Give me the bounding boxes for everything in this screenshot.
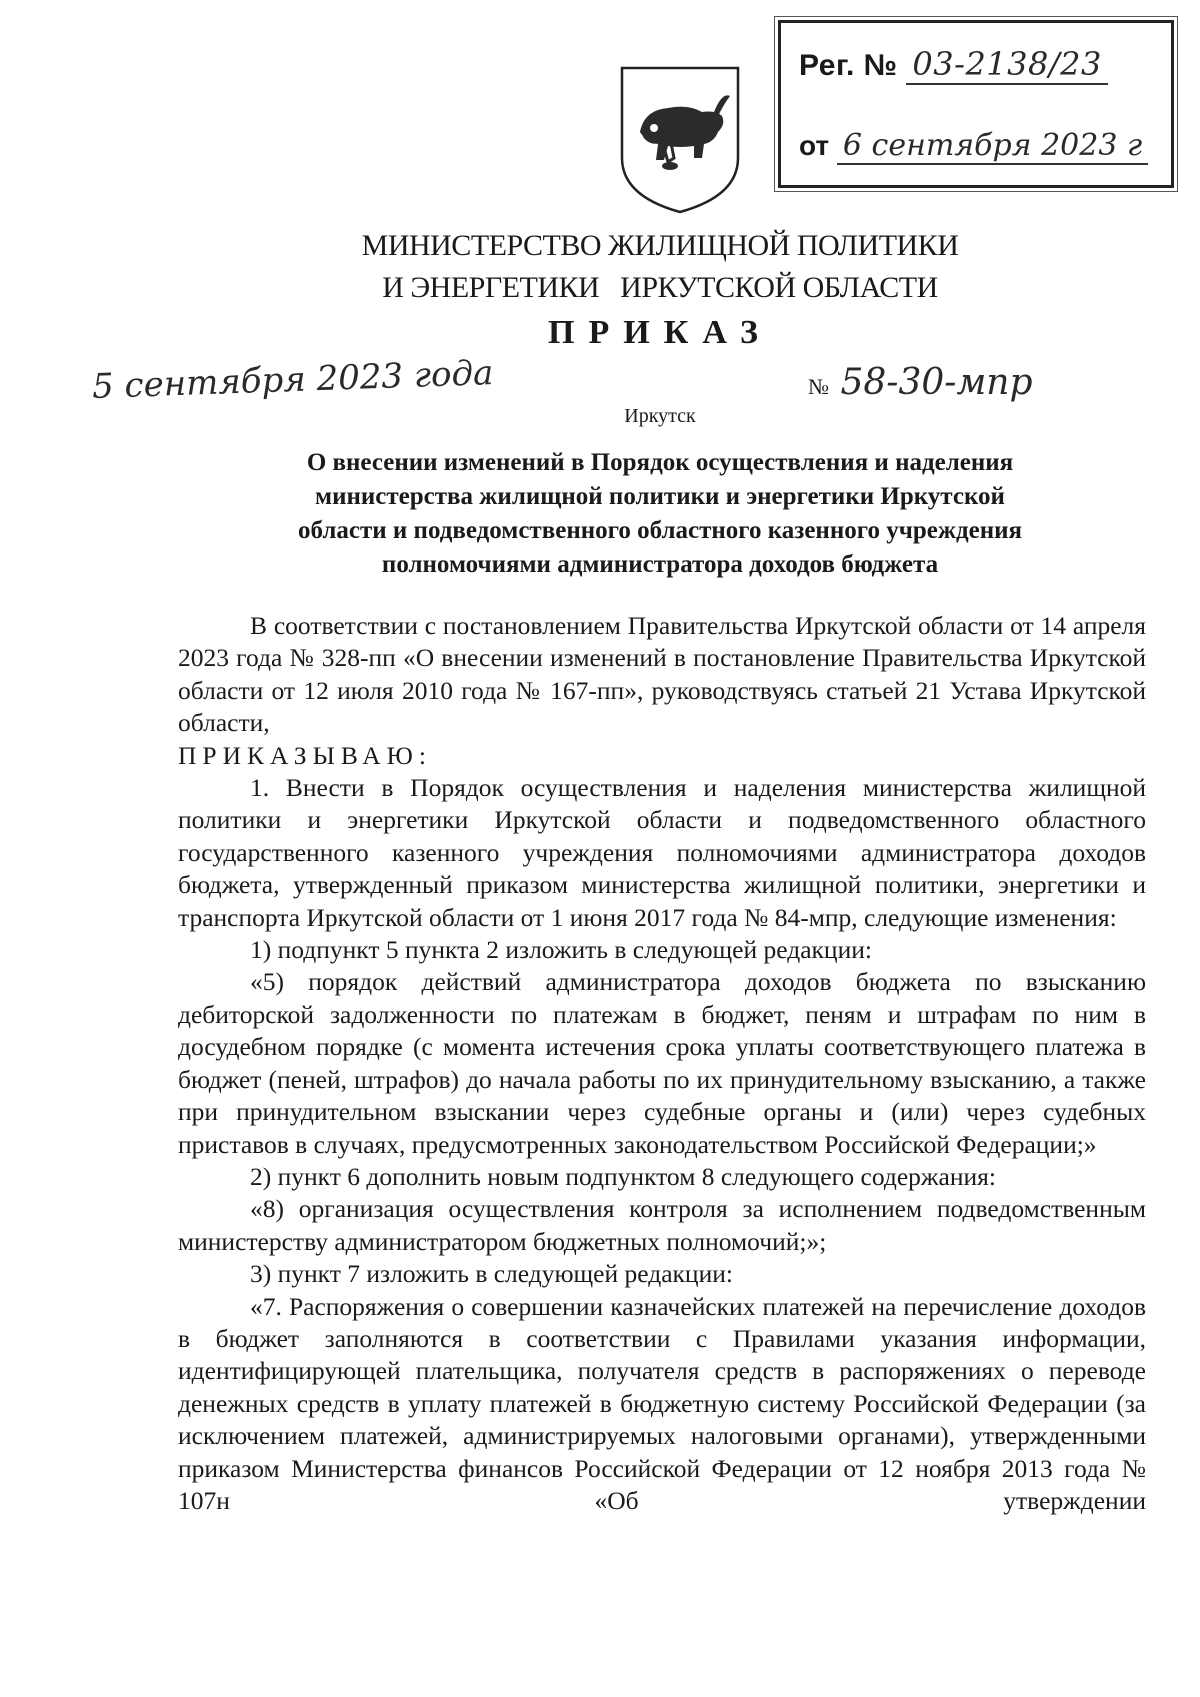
body-paragraph-subitem2-text: «8) организация осуществления контроля за исполнением подведомственным министерству администратором бюджетных полномочий;»; xyxy=(178,1194,1146,1256)
body-paragraph-subitem3: 3) пункт 7 изложить в следующей редакции: xyxy=(250,1259,733,1289)
order-heading xyxy=(178,446,1142,582)
decree-word: ПРИКАЗЫВАЮ: xyxy=(178,740,432,770)
body-paragraph-subitem1: 1) подпункт 5 пункта 2 изложить в следующей редакции: xyxy=(250,935,872,965)
body-paragraph-subitem2: 2) пункт 6 дополнить новым подпунктом 8 следующего содержания: xyxy=(250,1161,996,1191)
city-name: Иркутск xyxy=(624,405,696,427)
reg-number-label: Рег. № xyxy=(799,49,898,82)
order-heading-line2: министерства жилищной политики и энергетики Иркутской xyxy=(315,483,1005,510)
body-paragraph-subitem3-text: «7. Распоряжения о совершении казначейских платежей на перечисление доходов в бюджет заполняются в соответствии с Правилами указания информации, идентифицирующей плательщика, получателя средств в распоряжениях о переводе денежных средств в уплату платежей в бюджетную систему Российской Федерации (за исключением платежей, администрируемых налоговыми органами), утвержденными приказом Министерства финансов Российской Федерации от 12 ноября 2013 года № 107н «Об утверждении xyxy=(178,1291,1146,1515)
order-number-label: № xyxy=(808,374,829,399)
order-heading-line4: полномочиями администратора доходов бюджета xyxy=(381,551,939,578)
ministry-name xyxy=(0,225,1200,309)
document-type-title: ПРИКАЗ xyxy=(548,314,772,351)
registration-stamp xyxy=(778,20,1174,188)
reg-date-handwritten: 6 сентября 2023 г xyxy=(837,128,1148,165)
babr-animal-icon xyxy=(640,95,730,170)
reg-number-handwritten: 03-2138/23 xyxy=(906,45,1107,85)
ministry-name-line2: И ЭНЕРГЕТИКИ ИРКУТСКОЙ ОБЛАСТИ xyxy=(382,271,938,304)
body-paragraph-item1: 1. Внести в Порядок осуществления и наделения министерства жилищной политики и энергетики Иркутской области и подведомственного областного государственного казенного учреждения полномочиями администратора доходов бюджета, утвержденный приказом министерства жилищной политики, энергетики и транспорта Иркутской области от 1 июня 2017 года № 84-мпр, следующие изменения: xyxy=(178,773,1146,932)
order-heading-line1: О внесении изменений в Порядок осуществления и наделения xyxy=(306,449,1014,476)
irkutsk-coat-of-arms-emblem xyxy=(618,62,742,216)
order-number xyxy=(808,362,1033,403)
ministry-name-line1: МИНИСТЕРСТВО ЖИЛИЩНОЙ ПОЛИТИКИ xyxy=(361,229,959,262)
body-paragraph-preamble: В соответствии с постановлением Правительства Иркутской области от 14 апреля 2023 года № 328-пп «О внесении изменений в постановление Правительства Иркутской области от 12 июля 2010 года № 167-пп», руководствуясь статьей 21 Устава Иркутской области, xyxy=(178,611,1146,738)
order-heading-line3: области и подведомственного областного казенного учреждения xyxy=(297,517,1023,544)
order-date-handwritten: 5 сентября 2023 года xyxy=(91,353,494,407)
body-paragraph-subitem1-text: «5) порядок действий администратора доходов бюджета по взысканию дебиторской задолженности по платежам в бюджет, пеням и штрафам по ним в досудебном порядке (с момента истечения срока уплаты соответствующего платежа в бюджет (пеней, штрафов) до начала работы по их принудительному взысканию, а также при принудительном взыскании через судебные органы и (или) через судебных приставов в случаях, предусмотренных законодательством Российской Федерации;» xyxy=(178,967,1146,1159)
order-body xyxy=(178,610,1146,1517)
order-number-handwritten: 58-30-мпр xyxy=(840,362,1033,403)
reg-date-label: от xyxy=(799,130,830,161)
